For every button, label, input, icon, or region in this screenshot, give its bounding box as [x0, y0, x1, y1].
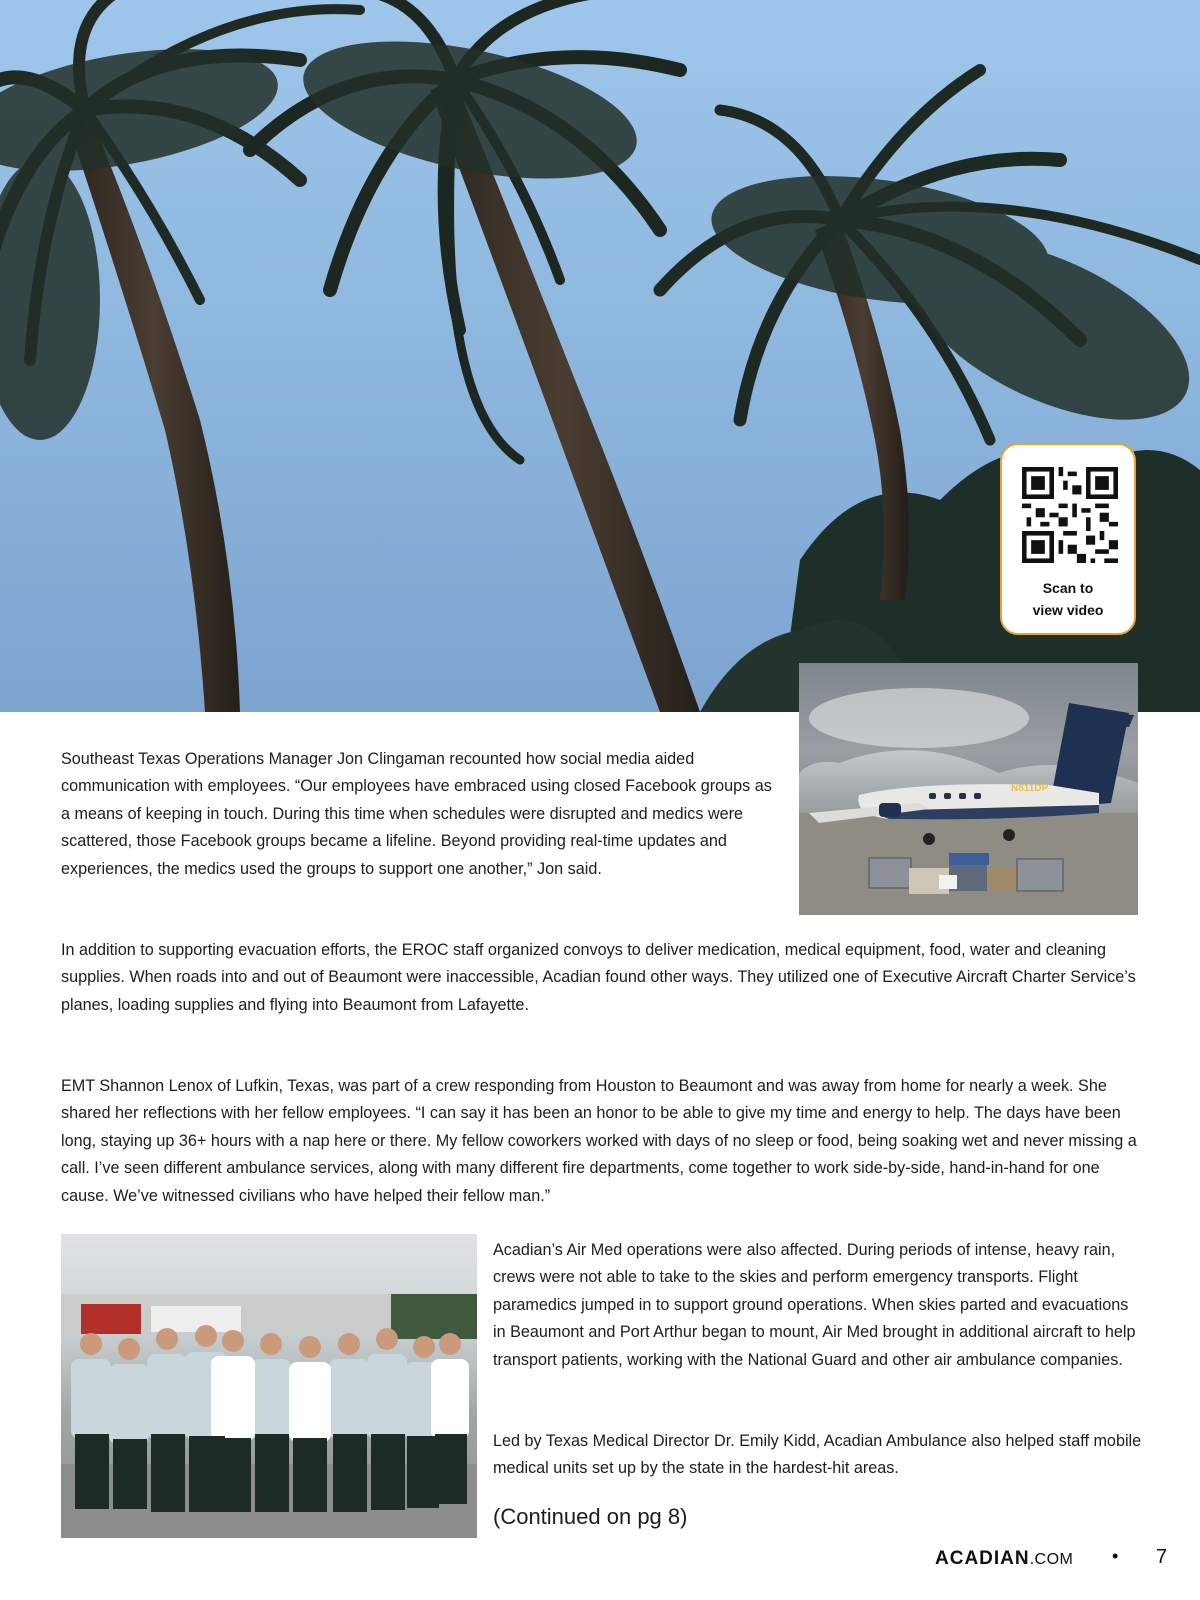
hero-image-palm-trees: [0, 0, 1200, 712]
medics-group-illustration: [61, 1234, 477, 1538]
qr-code-icon: [1022, 467, 1118, 563]
footer-bullet: •: [1112, 1546, 1119, 1566]
paragraph-air-med: Acadian’s Air Med operations were also affected. During periods of intense, heavy rain, crews were not able to take to the skies and perform emergency transports. Flight paramedics jumped in to support ground operations. When skies parted and evacuations in Beaumont and Port Arthur began to mount, Air Med brought in additional aircraft to help transport patients, working with the National Guard and other air ambulance companies.: [493, 1241, 1136, 1369]
paragraph-emily-kidd: Led by Texas Medical Director Dr. Emily Kidd, Acadian Ambulance also helped staff mobile medical units set up by the state in the hardest-hit areas.: [493, 1432, 1142, 1478]
continued-note: (Continued on pg 8): [493, 1504, 688, 1529]
plane-photo: [799, 663, 1138, 915]
qr-caption-line2: view video: [1032, 602, 1104, 618]
qr-caption-line1: Scan to: [1042, 580, 1094, 596]
qr-code-card[interactable]: [1000, 443, 1136, 635]
plane-tail-number: N811DP: [1011, 783, 1049, 794]
qr-caption: [1002, 577, 1134, 621]
airplane-illustration: [799, 663, 1138, 915]
page-number: 7: [1156, 1546, 1168, 1568]
paragraph-evacuation-support: In addition to supporting evacuation efforts, the EROC staff organized convoys to deliver medication, medical equipment, food, water and cleaning supplies. When roads into and out of Beaumont were inaccessible, Acadian found other ways. They utilized one of Executive Aircraft Charter Service’s planes, loading supplies and flying into Beaumont from Lafayette.: [61, 941, 1136, 1014]
footer-site-main: ACADIAN: [935, 1548, 1030, 1569]
crew-photo: [61, 1234, 477, 1538]
paragraph-social-media: Southeast Texas Operations Manager Jon Clingaman recounted how social media aided communication with employees. “Our employees have embraced using closed Facebook groups as a means of keeping in touch. During this time when schedules were disrupted and medics were scattered, those Facebook groups became a lifeline. Beyond providing real-time updates and experiences, the medics used the groups to support one another,” Jon said.: [61, 750, 772, 878]
footer-site-domain: .COM: [1029, 1551, 1074, 1568]
footer-site-link[interactable]: [935, 1548, 1073, 1570]
paragraph-shannon-lenox: EMT Shannon Lenox of Lufkin, Texas, was part of a crew responding from Houston to Beaumont and was away from home for nearly a week. She shared her reflections with her fellow employees. “I can say it has been an honor to be able to give my time and energy to help. The days have been long, staying up 36+ hours with a nap here or there. My fellow coworkers worked with days of no sleep or food, being soaking wet and never missing a call. I’ve seen different ambulance services, along with many different fire departments, come together to work side-by-side, hand-in-hand for one cause. We’ve witnessed civilians who have helped their fellow man.”: [61, 1077, 1137, 1205]
